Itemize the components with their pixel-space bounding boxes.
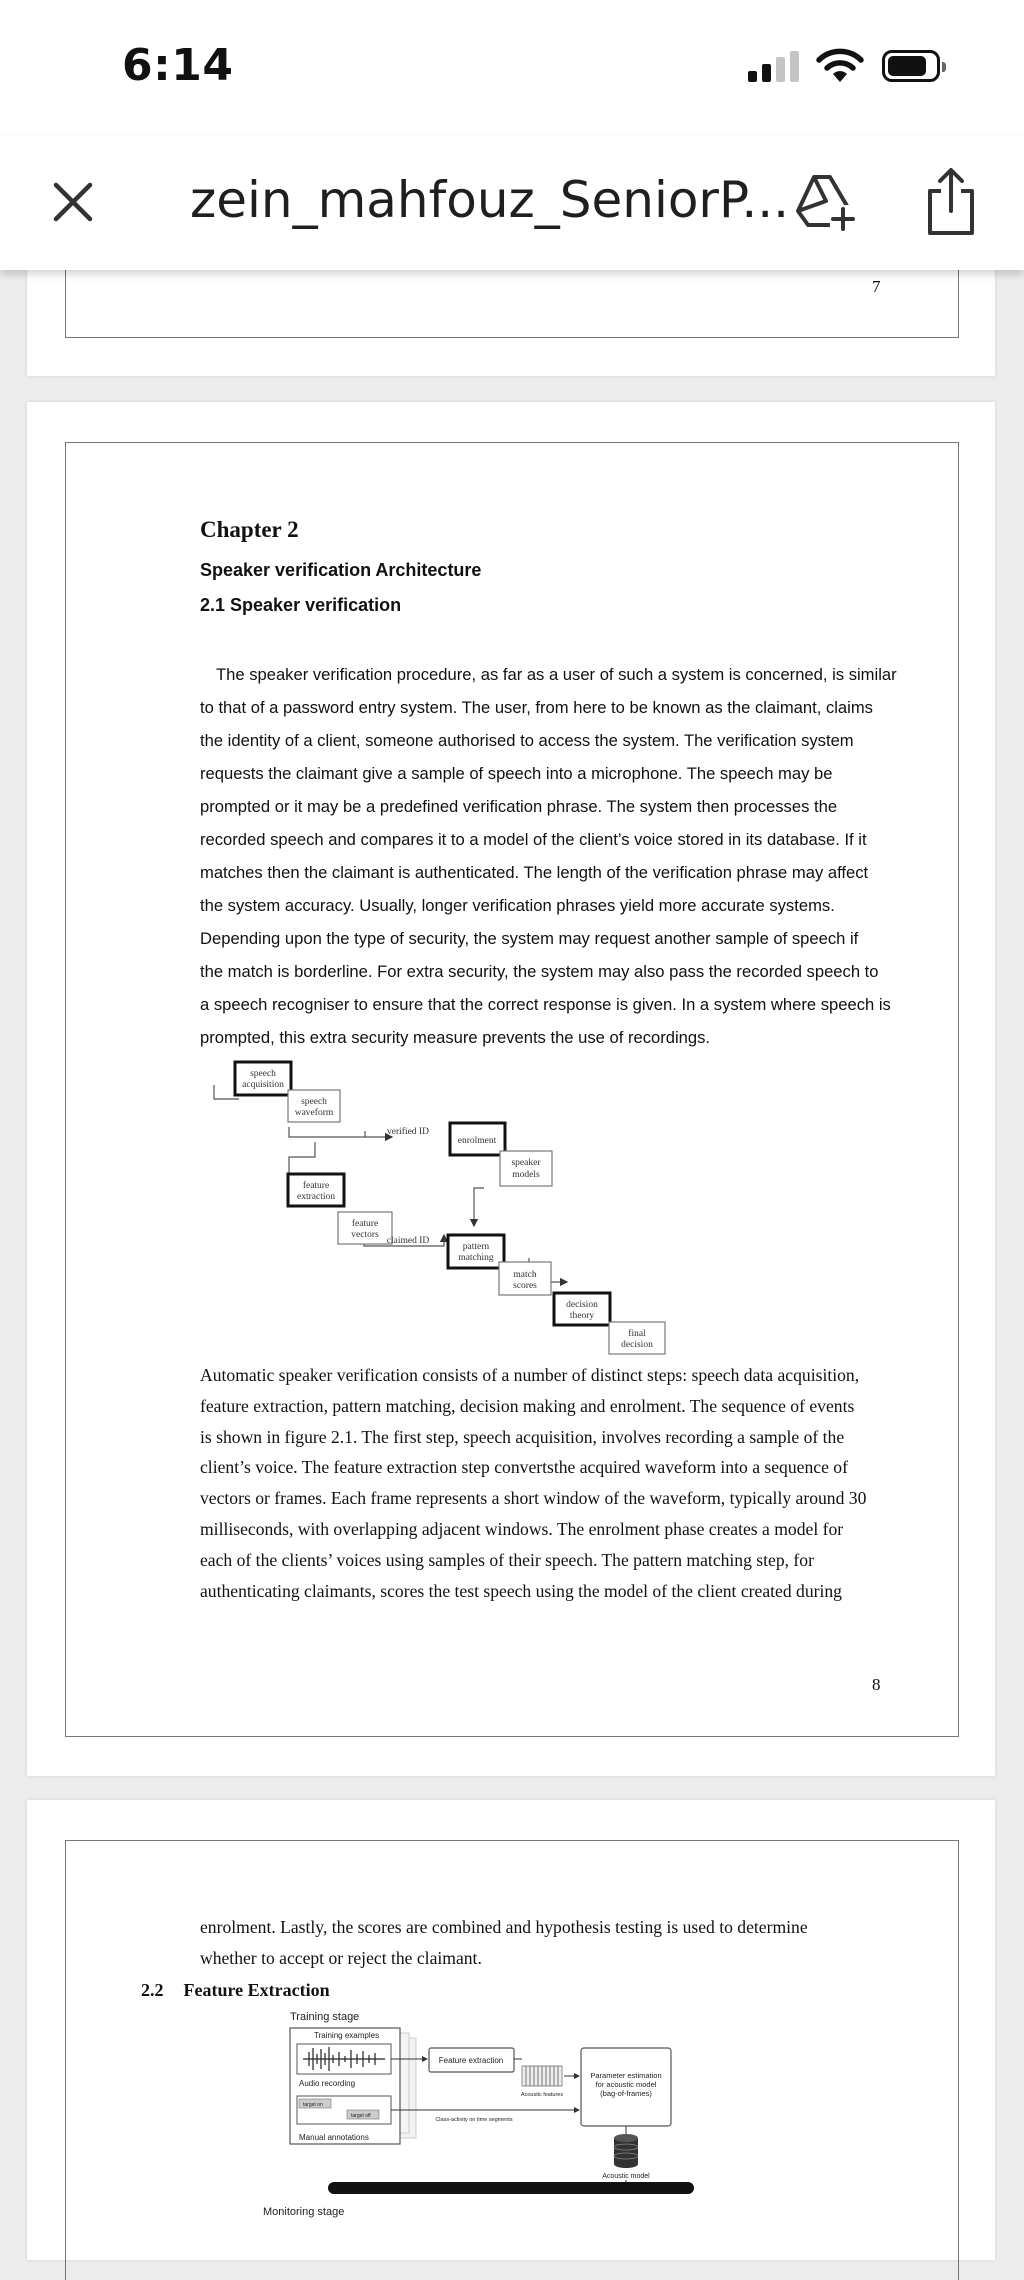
text-line: the match is borderline. For extra security, the system may also pass the recorded speech to — [200, 962, 879, 981]
label-parameter-estimation-1: Parameter estimation — [590, 2071, 662, 2080]
label-match-scores-1: match — [513, 1270, 537, 1280]
acoustic-features-grid — [522, 2066, 562, 2086]
paragraph-1 — [200, 658, 920, 1054]
text-line: whether to accept or reject the claimant. — [200, 1947, 482, 1968]
label-class-activity: Class-activity on time segments — [435, 2117, 513, 2123]
label-match-scores-2: scores — [513, 1281, 537, 1291]
status-bar — [0, 0, 1024, 135]
label-feature-vectors-2: vectors — [351, 1230, 379, 1240]
label-feature-vectors-1: feature — [351, 1219, 379, 1229]
label-final-decision-1: final — [628, 1329, 646, 1339]
label-speaker-models-1: speaker — [511, 1158, 541, 1168]
label-training-stage: Training stage — [290, 2011, 360, 2023]
label-parameter-estimation-2: for acoustic model — [595, 2080, 657, 2089]
text-line: client’s voice. The feature extraction step convertsthe acquired waveform into a sequence of — [200, 1457, 848, 1478]
document-toolbar — [0, 135, 1024, 270]
label-speech-waveform-1: speech — [301, 1097, 327, 1107]
paragraph-continued — [200, 1912, 920, 1974]
label-enrolment: enrolment — [457, 1136, 497, 1146]
label-feature-extraction: Feature extraction — [438, 2056, 504, 2065]
home-indicator[interactable] — [328, 2182, 694, 2194]
label-decision-theory-2: theory — [569, 1311, 595, 1321]
label-speech-waveform-2: waveform — [294, 1108, 334, 1118]
label-target-off: target off — [351, 2113, 371, 2119]
section-heading-2-2 — [141, 1980, 330, 2001]
text-line: Automatic speaker verification consists of a number of distinct steps: speech data acquisition, — [200, 1365, 860, 1385]
label-speech-acquisition-2: acquisition — [242, 1080, 284, 1090]
text-line: a speech recogniser to ensure that the correct response is given. In a system where speech is — [200, 995, 891, 1014]
text-line: matches then the claimant is authenticated. The length of the verification phrase may affect — [200, 863, 869, 882]
battery-icon — [882, 50, 940, 82]
text-line: vectors or frames. Each frame represents a short window of the waveform, typically around 30 — [200, 1488, 867, 1509]
share-icon[interactable] — [924, 165, 978, 237]
label-target-on: target on — [303, 2102, 323, 2108]
label-monitoring-stage: Monitoring stage — [263, 2206, 345, 2218]
label-pattern-matching-1: pattern — [462, 1242, 490, 1252]
text-line: authenticating claimants, scores the test speech using the model of the client created during — [200, 1580, 842, 1601]
document-title: zein_mahfouz_SeniorP... — [190, 171, 790, 229]
label-feature-extraction-2: extraction — [297, 1192, 335, 1202]
section-heading: Speaker verification Architecture — [200, 560, 482, 580]
database-icon — [614, 2134, 638, 2168]
label-training-examples: Training examples — [314, 2031, 380, 2040]
text-line: feature extraction, pattern matching, decision making and enrolment. The sequence of events — [200, 1395, 855, 1416]
text-line: prompted or it may be a predefined verification phrase. The system then processes the — [200, 797, 838, 816]
label-parameter-estimation-3: (bag-of-frames) — [600, 2089, 652, 2098]
label-speech-acquisition-1: speech — [250, 1069, 276, 1079]
section-number: 2.2 — [141, 1980, 164, 2000]
page-number: 7 — [872, 277, 881, 296]
text-line: to that of a password entry system. The user, from here to be known as the claimant, claims — [200, 698, 873, 717]
label-manual-annotations: Manual annotations — [299, 2133, 369, 2142]
section-title: Feature Extraction — [183, 1980, 330, 2000]
text-line: requests the claimant give a sample of speech into a microphone. The speech may be — [200, 764, 833, 783]
text-line: enrolment. Lastly, the scores are combined and hypothesis testing is used to determine — [200, 1917, 808, 1937]
label-audio-recording: Audio recording — [299, 2079, 356, 2088]
paragraph-2 — [200, 1360, 920, 1606]
subsection-heading: 2.1 Speaker verification — [200, 595, 402, 615]
page-number: 8 — [872, 1675, 881, 1694]
wifi-icon — [816, 48, 864, 84]
speaker-verification-diagram — [204, 1057, 674, 1357]
label-feature-extraction-1: feature — [302, 1181, 330, 1191]
close-icon[interactable] — [48, 177, 98, 227]
label-claimed-id: claimed ID — [386, 1236, 430, 1246]
cellular-signal-icon — [748, 52, 800, 82]
chapter-title: Chapter 2 — [200, 517, 299, 542]
text-line: each of the clients’ voices using samples of their speech. The pattern matching step, for — [200, 1549, 814, 1570]
text-line: is shown in figure 2.1. The first step, speech acquisition, involves recording a sample of the — [200, 1426, 845, 1447]
text-line: Depending upon the type of security, the system may request another sample of speech if — [200, 929, 859, 948]
text-line: The speaker verification procedure, as far as a user of such a system is concerned, is similar — [216, 665, 897, 684]
pdf-page-8 — [27, 402, 995, 1776]
label-pattern-matching-2: matching — [458, 1253, 494, 1263]
text-line: milliseconds, with overlapping adjacent windows. The enrolment phase creates a model for — [200, 1518, 844, 1539]
label-final-decision-2: decision — [621, 1340, 653, 1350]
label-acoustic-model: Acoustic model — [602, 2173, 650, 2180]
text-line: the identity of a client, someone authorised to access the system. The verification system — [200, 731, 854, 750]
text-line: recorded speech and compares it to a model of the client’s voice stored in its database. If it — [200, 830, 867, 849]
label-speaker-models-2: models — [512, 1170, 540, 1180]
label-decision-theory-1: decision — [566, 1300, 598, 1310]
text-line: the system accuracy. Usually, longer verification phrases yield more accurate systems. — [200, 896, 835, 915]
add-to-drive-icon[interactable] — [792, 171, 858, 233]
label-verified-id: verified ID — [387, 1127, 429, 1137]
feature-extraction-diagram — [259, 2008, 719, 2188]
status-time: 6:14 — [122, 40, 234, 91]
text-line: prompted, this extra security measure prevents the use of recordings. — [200, 1028, 711, 1047]
label-acoustic-features: Acoustic features — [520, 2092, 564, 2098]
